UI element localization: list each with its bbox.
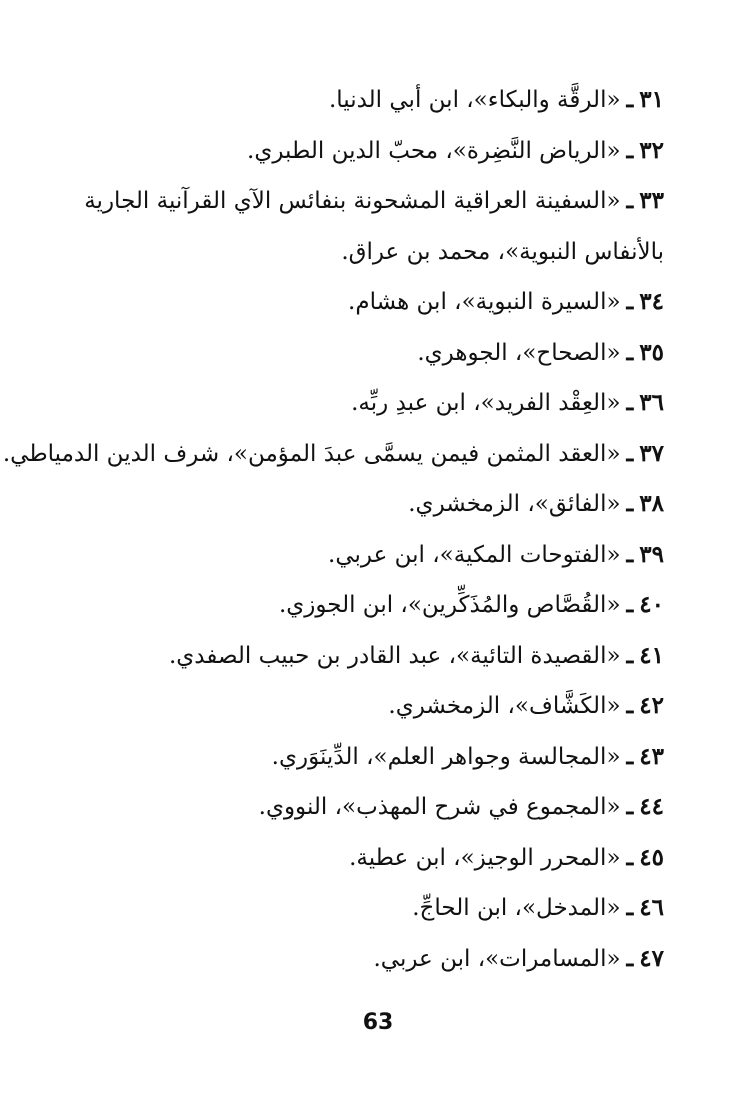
entry-number: ٤٠ bbox=[639, 591, 664, 618]
entry-number: ٣٧ bbox=[639, 439, 664, 467]
entry-dash: ـ bbox=[626, 591, 634, 618]
entry-text: «المدخل»، ابن الحاجِّ. bbox=[412, 895, 621, 921]
entry-text: «المحرر الوجيز»، ابن عطية. bbox=[349, 844, 621, 871]
bibliography-entry bbox=[60, 883, 664, 934]
entry-number: ٣٨ bbox=[639, 490, 664, 517]
entry-dash: ـ bbox=[626, 389, 634, 416]
entry-number: ٤٤ bbox=[639, 793, 664, 820]
entry-number: ٤٣ bbox=[639, 742, 664, 770]
entry-dash: ـ bbox=[626, 944, 634, 972]
entry-number: ٤٢ bbox=[639, 692, 664, 719]
entry-number: ٣٣ bbox=[639, 187, 664, 214]
entry-text: «الرقَّة والبكاء»، ابن أبي الدنيا. bbox=[328, 87, 621, 113]
entry-dash: ـ bbox=[626, 894, 634, 921]
entry-text: «الرياض النَّضِرة»، محبّ الدين الطبري. bbox=[247, 137, 621, 164]
entry-number: ٤٧ bbox=[639, 944, 664, 972]
bibliography-entry bbox=[60, 782, 664, 833]
entry-text: «القُصَّاص والمُذَكِّرين»، ابن الجوزي. bbox=[278, 592, 621, 618]
entry-text: «الفتوحات المكية»، ابن عربي. bbox=[328, 541, 621, 568]
entry-dash: ـ bbox=[626, 288, 634, 315]
bibliography-entry bbox=[60, 631, 664, 682]
entry-text: «العقد المثمن فيمن يسمَّى عبدَ المؤمن»، شرف الدين الدمياطي. bbox=[2, 440, 621, 467]
bibliography-entry bbox=[2, 429, 664, 480]
entry-dash: ـ bbox=[626, 338, 634, 366]
bibliography-entry bbox=[60, 277, 664, 328]
entry-text: «الصحاح»، الجوهري. bbox=[417, 339, 621, 366]
bibliography-entry bbox=[60, 126, 664, 177]
entry-number: ٣٢ bbox=[639, 136, 664, 164]
entry-number: ٤١ bbox=[639, 641, 664, 669]
entry-dash: ـ bbox=[626, 136, 634, 164]
entry-text: «المجموع في شرح المهذب»، النووي. bbox=[258, 794, 621, 820]
entry-dash: ـ bbox=[626, 439, 634, 467]
bibliography-entry bbox=[60, 732, 664, 783]
entry-dash: ـ bbox=[626, 540, 634, 568]
entry-dash: ـ bbox=[626, 692, 634, 719]
entry-number: ٣٩ bbox=[639, 540, 664, 568]
entry-dash: ـ bbox=[626, 641, 634, 669]
entry-dash: ـ bbox=[626, 843, 634, 871]
bibliography-list bbox=[2, 75, 664, 984]
entry-number: ٤٥ bbox=[639, 843, 664, 871]
entry-text: «المجالسة وجواهر العلم»، الدِّينَوَري. bbox=[271, 743, 621, 770]
entry-number: ٣١ bbox=[639, 86, 664, 113]
entry-number: ٣٥ bbox=[639, 338, 664, 366]
bibliography-entry bbox=[60, 328, 664, 379]
bibliography-entry bbox=[60, 479, 664, 530]
entry-dash: ـ bbox=[626, 490, 634, 517]
bibliography-entry bbox=[60, 580, 664, 631]
entry-dash: ـ bbox=[626, 742, 634, 770]
entry-number: ٣٤ bbox=[639, 288, 664, 315]
entry-text: «الكَشَّاف»، الزمخشري. bbox=[388, 693, 621, 719]
bibliography-entry bbox=[60, 681, 664, 732]
entry-text: «السيرة النبوية»، ابن هشام. bbox=[348, 289, 621, 315]
entry-dash: ـ bbox=[626, 187, 634, 214]
bibliography-entry bbox=[60, 833, 664, 884]
entry-number: ٣٦ bbox=[639, 389, 664, 416]
entry-dash: ـ bbox=[626, 793, 634, 820]
entry-text: «الفائق»، الزمخشري. bbox=[408, 491, 621, 517]
entry-text: «السفينة العراقية المشحونة بنفائس الآي القرآنية الجارية بالأنفاس النبوية»، محمد بن عراق. bbox=[84, 188, 664, 265]
bibliography-entry bbox=[60, 934, 664, 985]
entry-number: ٤٦ bbox=[639, 894, 664, 921]
bibliography-entry bbox=[60, 378, 664, 429]
bibliography-entry bbox=[60, 176, 664, 277]
entry-dash: ـ bbox=[626, 86, 634, 113]
bibliography-entry bbox=[60, 75, 664, 126]
entry-text: «العِقْد الفريد»، ابن عبدِ ربِّه. bbox=[351, 390, 621, 416]
page-number: 63 bbox=[362, 1010, 394, 1035]
entry-text: «المسامرات»، ابن عربي. bbox=[373, 945, 621, 972]
entry-text: «القصيدة التائية»، عبد القادر بن حبيب الصفدي. bbox=[168, 642, 621, 669]
bibliography-entry bbox=[60, 530, 664, 581]
